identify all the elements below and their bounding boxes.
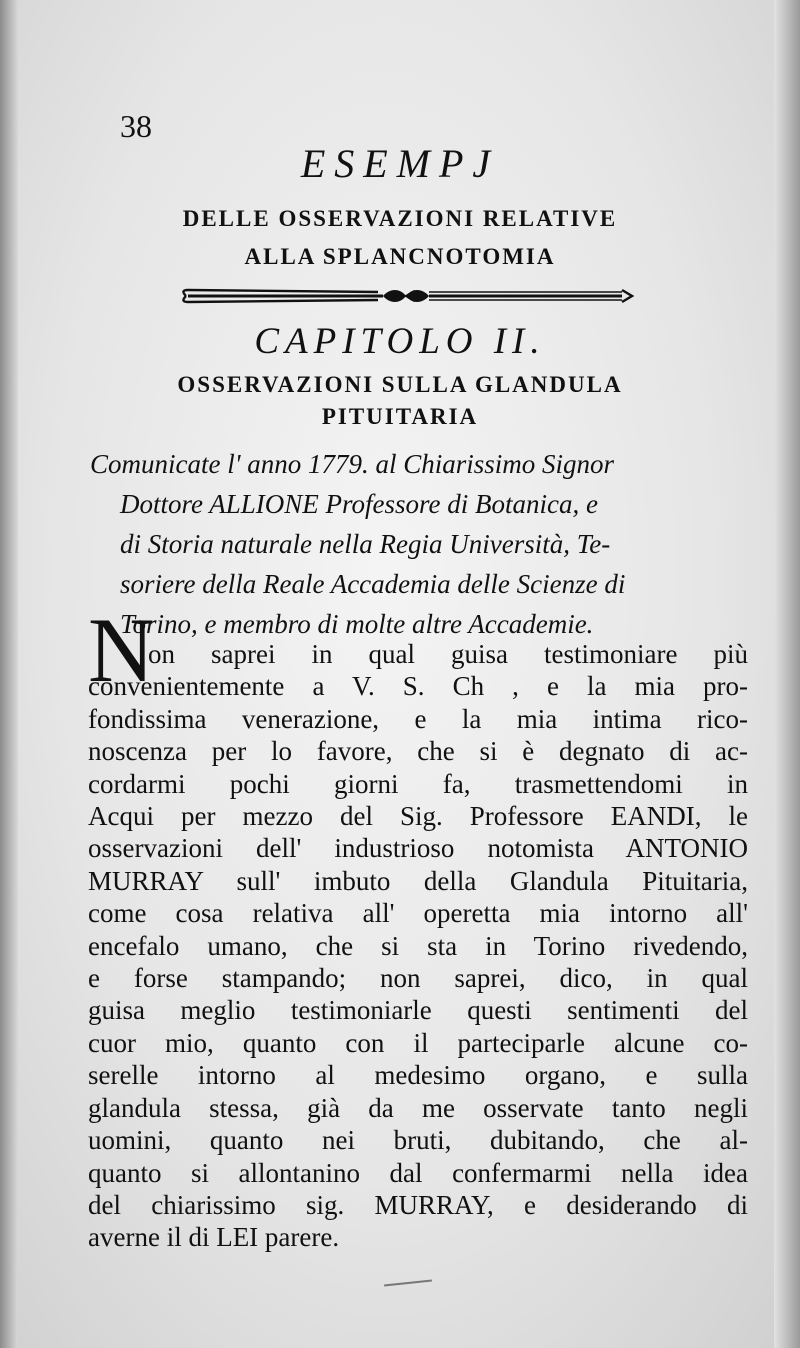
dedication-line: soriere della Reale Accademia delle Scienze di [120,569,626,599]
page-edge-left [0,0,18,1348]
body-line: glandula stessa, già da me osservate tanto negli [88,1092,748,1123]
body-line: encefalo umano, che si sta in Torino rivedendo, [88,930,748,961]
chapter-heading-line-2: PITUITARIA [321,404,479,429]
subtitle-line-2: ALLA SPLANCNOTOMIA [244,244,556,269]
body-line: uomini, quanto nei bruti, dubitando, che al- [88,1125,748,1156]
body-text [88,638,748,1254]
dedication-line: Comunicate l' anno 1779. al Chiarissimo Signor [90,449,615,479]
body-line: serelle intorno al medesimo organo, e sulla [88,1060,748,1091]
body-line: averne il di LEI parere. [88,1222,340,1253]
drop-cap: N [88,599,155,701]
body-line: quanto si allontanino dal confermarmi nella idea [88,1157,748,1188]
ornament-divider-icon [178,286,634,306]
body-line: e forse stampando; non saprei, dico, in qual [88,963,748,994]
dedication-line: Torino, e membro di molte altre Accademie. [120,609,594,639]
body-line: noscenza per lo favore, che si è degnato di ac- [88,736,748,767]
chapter-heading-line-1: OSSERVAZIONI SULLA GLANDULA [177,372,623,397]
body-line: fondissima venerazione, e la mia intima rico- [88,703,748,734]
page-number: 38 [120,108,152,144]
body-line: del chiarissimo sig. MURRAY, e desiderando di [88,1189,748,1220]
body-line: come cosa relativa all' operetta mia intorno all' [88,898,748,929]
chapter-title: CAPITOLO II. [254,321,546,362]
body-line: cordarmi pochi giorni fa, trasmettendomi in [88,768,748,799]
body-line: Acqui per mezzo del Sig. Professore EANDI, le [88,801,748,832]
dedication [90,444,750,644]
body-line: guisa meglio testimoniarle questi sentimenti del [88,995,748,1026]
ink-mark [384,1279,432,1286]
dedication-line: di Storia naturale nella Regia Università, Te- [120,529,611,559]
dedication-line: Dottore ALLIONE Professore di Botanica, e [120,489,598,519]
body-line: MURRAY sull' imbuto della Glandula Pituitaria, [88,865,748,896]
page-edge-right [774,0,800,1348]
body-line: cuor mio, quanto con il parteciparle alcune co- [88,1027,748,1058]
page-title: ESEMPJ [300,141,500,186]
body-line: convenientemente a V. S. Ch , e la mia pro- [88,671,748,702]
body-line: on saprei in qual guisa testimoniare più [148,639,748,669]
body-line: osservazioni dell' industrioso notomista ANTONIO [88,833,748,864]
subtitle-line-1: DELLE OSSERVAZIONI RELATIVE [182,206,618,231]
